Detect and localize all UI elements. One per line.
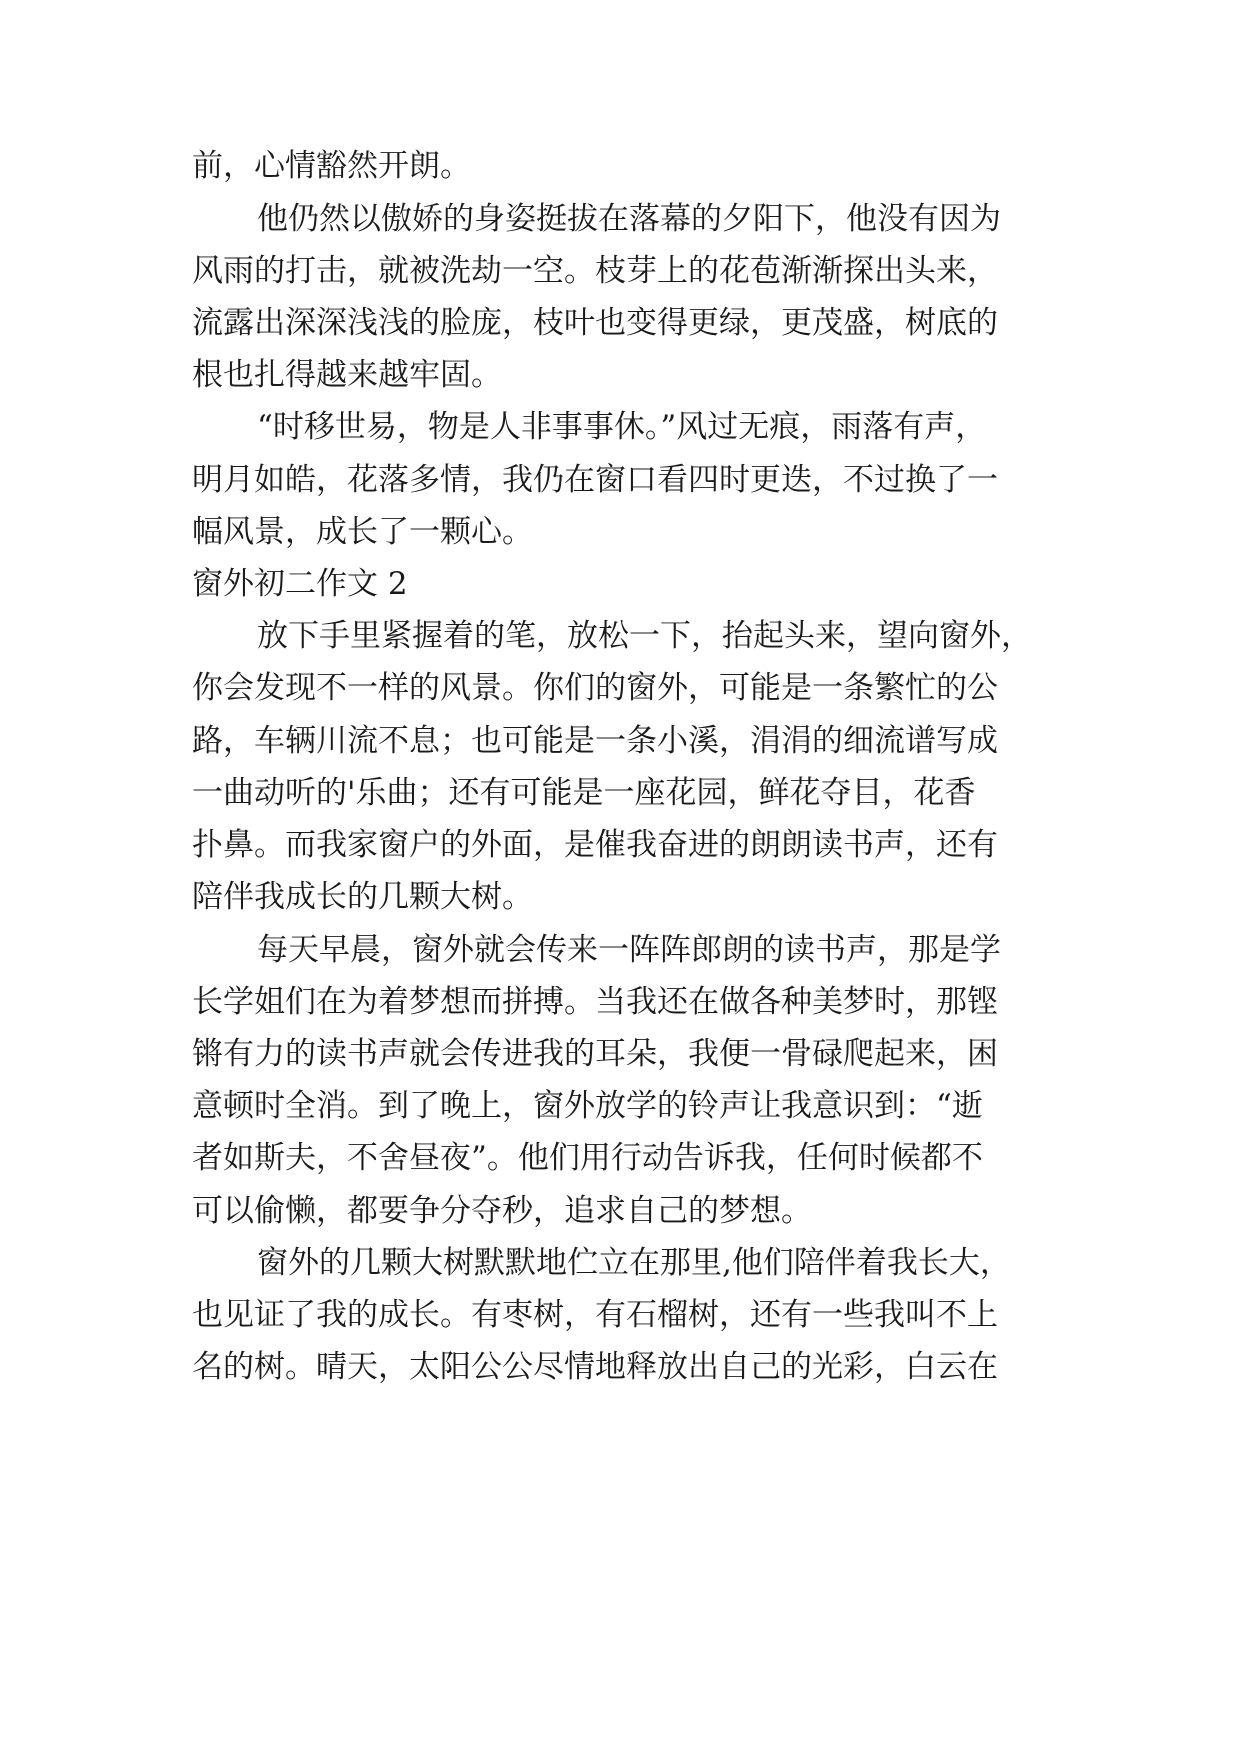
text-line: 长学姐们在为着梦想而拼搏。当我还在做各种美梦时，那铿 [192,984,998,1020]
text-line: 根也扎得越来越牢固。 [192,357,502,393]
paragraph-start-line: 放下手里紧握着的笔，放松一下，抬起头来，望向窗外， [257,618,1032,654]
text-line: 扑鼻。而我家窗户的外面，是催我奋进的朗朗读书声，还有 [192,827,998,863]
text-line: 幅风景，成长了一颗心。 [192,514,533,550]
text-line: 者如斯夫，不舍昼夜”。他们用行动告诉我，任何时候都不 [192,1140,983,1176]
text-line: 一曲动听的'乐曲；还有可能是一座花园，鲜花夺目，花香 [192,775,976,811]
paragraph-start-line: 他仍然以傲娇的身姿挺拔在落幕的夕阳下，他没有因为 [257,201,1001,237]
paragraph-start-line: 每天早晨，窗外就会传来一阵阵郎朗的读书声，那是学 [257,932,1001,968]
text-line: 路，车辆川流不息；也可能是一条小溪，涓涓的细流谱写成 [192,723,998,759]
text-line: 可以偷懒，都要争分夺秒，追求自己的梦想。 [192,1193,812,1229]
paragraph-start-line: “时移世易，物是人非事事休。”风过无痕，雨落有声， [257,409,987,445]
text-line: 你会发现不一样的风景。你们的窗外，可能是一条繁忙的公 [192,670,998,706]
paragraph-start-line: 窗外的几颗大树默默地伫立在那里,他们陪伴着我长大， [257,1245,1011,1281]
text-line: 意顿时全消。到了晚上，窗外放学的铃声让我意识到：“逝 [192,1088,983,1124]
text-line: 名的树。晴天，太阳公公尽情地释放出自己的光彩，白云在 [192,1349,998,1385]
text-line: 陪伴我成长的几颗大树。 [192,879,533,915]
section-heading: 窗外初二作文 2 [192,566,408,602]
text-line: 也见证了我的成长。有枣树，有石榴树，还有一些我叫不上 [192,1297,998,1333]
text-line: 风雨的打击，就被洗劫一空。枝芽上的花苞渐渐探出头来， [192,253,998,289]
text-line: 前，心情豁然开朗。 [192,148,471,184]
text-line: 明月如皓，花落多情，我仍在窗口看四时更迭，不过换了一 [192,462,998,498]
text-line: 流露出深深浅浅的脸庞，枝叶也变得更绿，更茂盛，树底的 [192,305,998,341]
text-line: 锵有力的读书声就会传进我的耳朵，我便一骨碌爬起来，困 [192,1036,998,1072]
